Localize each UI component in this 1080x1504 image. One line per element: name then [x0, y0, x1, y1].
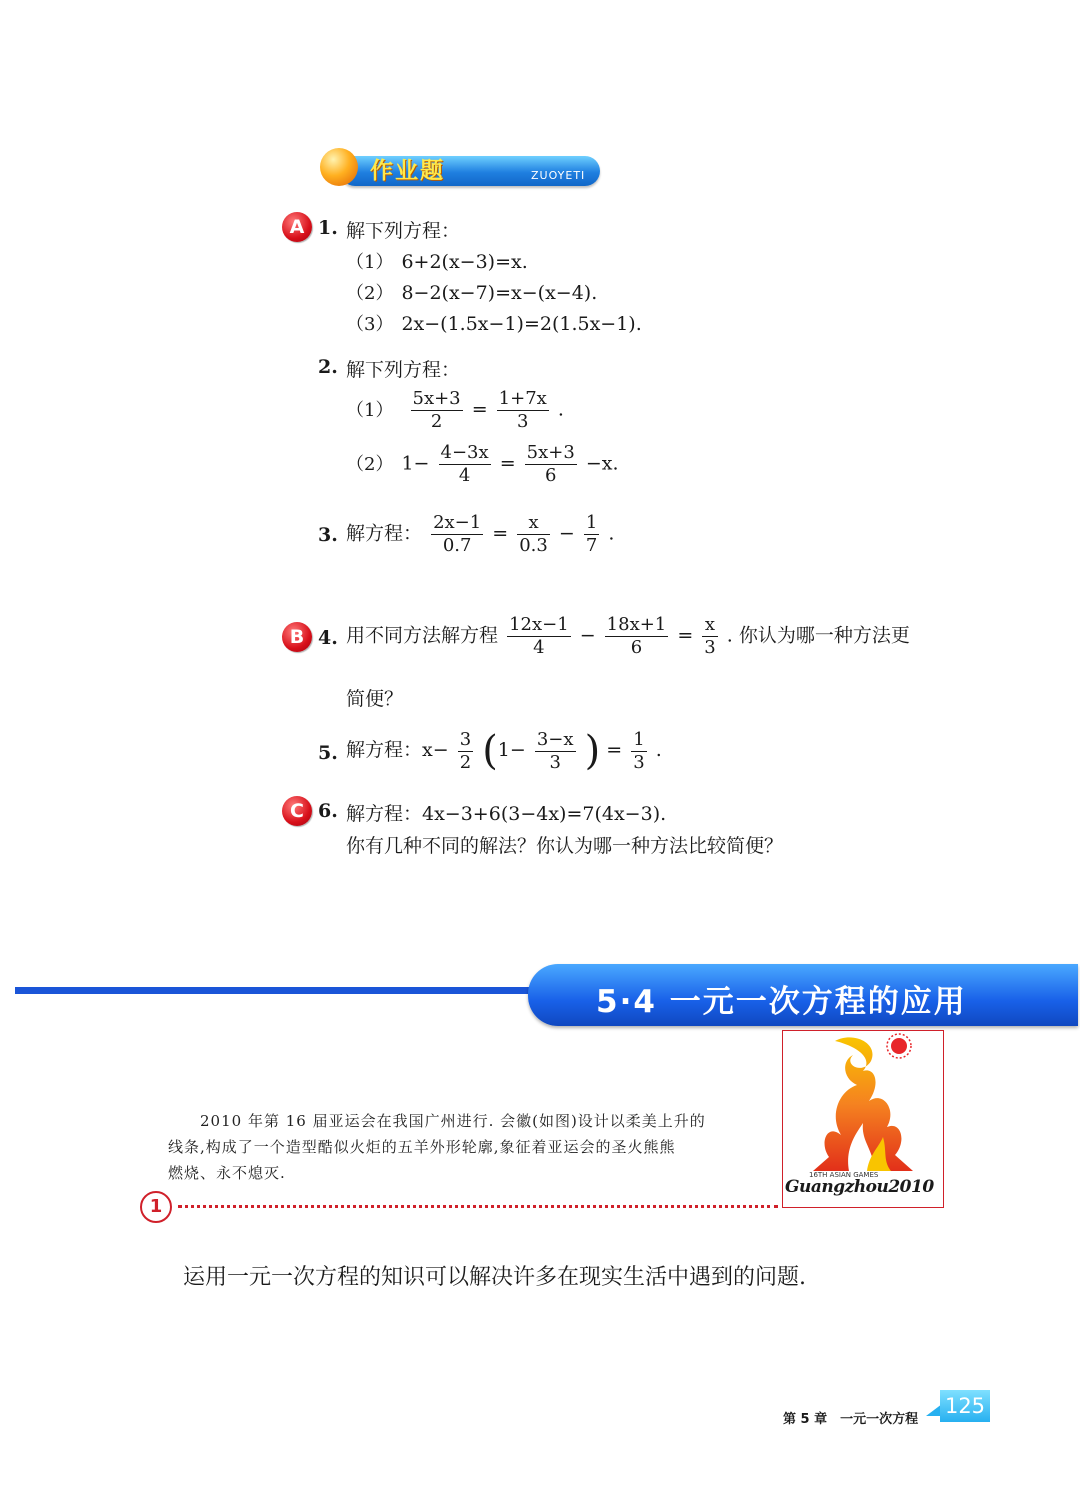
q2-part-2: （2） 1− $\frac{4-3x}{4}$ = $\frac{5x+3}{6}$ −x. [346, 442, 619, 486]
q5-equation: 解方程：x− $\frac{3}{2}$ (1− $\frac{3-x}{3}$ ) = $\frac{1}{3}$ . [346, 728, 662, 774]
section-rule [15, 987, 535, 994]
level-a-badge: A [282, 212, 312, 242]
q1-item-2: （2） 8−2(x−7)=x−(x−4). [346, 282, 598, 304]
logo-caption-small: 16TH ASIAN GAMES [809, 1171, 879, 1179]
q2-number: 2. [318, 356, 338, 378]
q2-prompt: 解下列方程： [346, 359, 461, 381]
q1-item-3: （3） 2x−(1.5x−1)=2(1.5x−1). [346, 313, 642, 335]
homework-title: 作业题 [370, 158, 445, 184]
logo-caption: Guangzhou2010 [785, 1177, 934, 1197]
homework-banner [318, 146, 603, 192]
q4-continuation: 简便？ [346, 688, 404, 710]
chapter-footer: 第 5 章 一元一次方程 [783, 1412, 919, 1427]
q1-number: 1. [318, 217, 338, 239]
q1-prompt: 解下列方程： [346, 220, 461, 242]
q2-part-1: （1） $\frac{5x+3}{2}$ = $\frac{1+7x}{3}$ . [346, 388, 564, 432]
q6-line-1: 解方程：4x−3+6(3−4x)=7(4x−3). [346, 803, 667, 825]
main-statement: 运用一元一次方程的知识可以解决许多在现实生活中遇到的问题. [183, 1265, 806, 1290]
homework-subtitle: ZUOYETI [531, 169, 586, 182]
section-title: 5·4 一元一次方程的应用 [596, 984, 967, 1020]
q4-number: 4. [318, 627, 338, 649]
q6-number: 6. [318, 800, 338, 822]
q4-equation: 用不同方法解方程 $\frac{12x-1}{4}$ − $\frac{18x+1}{6}$ = $\frac{x}{3}$ . 你认为哪一种方法更 [346, 614, 910, 658]
q5-number: 5. [318, 742, 338, 764]
marker-circle-one: 1 [140, 1191, 172, 1223]
asian-games-logo [782, 1030, 944, 1208]
q3-equation: 解方程： $\frac{2x-1}{0.7}$ = $\frac{x}{0.3}$ − $\frac{1}{7}$ . [346, 512, 615, 556]
intro-line-3: 燃烧、永不熄灭. [168, 1164, 286, 1182]
q6-line-2: 你有几种不同的解法？你认为哪一种方法比较简便？ [346, 835, 784, 857]
dotted-rule [178, 1205, 778, 1208]
q1-item-1: （1） 6+2(x−3)=x. [346, 251, 528, 273]
intro-line-2: 线条,构成了一个造型酷似火炬的五羊外形轮廓,象征着亚运会的圣火熊熊 [168, 1138, 676, 1156]
level-b-badge: B [282, 622, 312, 652]
intro-line-1: 2010 年第 16 届亚运会在我国广州进行. 会徽(如图)设计以柔美上升的 [200, 1112, 706, 1130]
page-number: 125 [940, 1390, 990, 1422]
orange-ball-icon [320, 148, 358, 186]
q3-number: 3. [318, 524, 338, 546]
level-c-badge: C [282, 796, 312, 826]
